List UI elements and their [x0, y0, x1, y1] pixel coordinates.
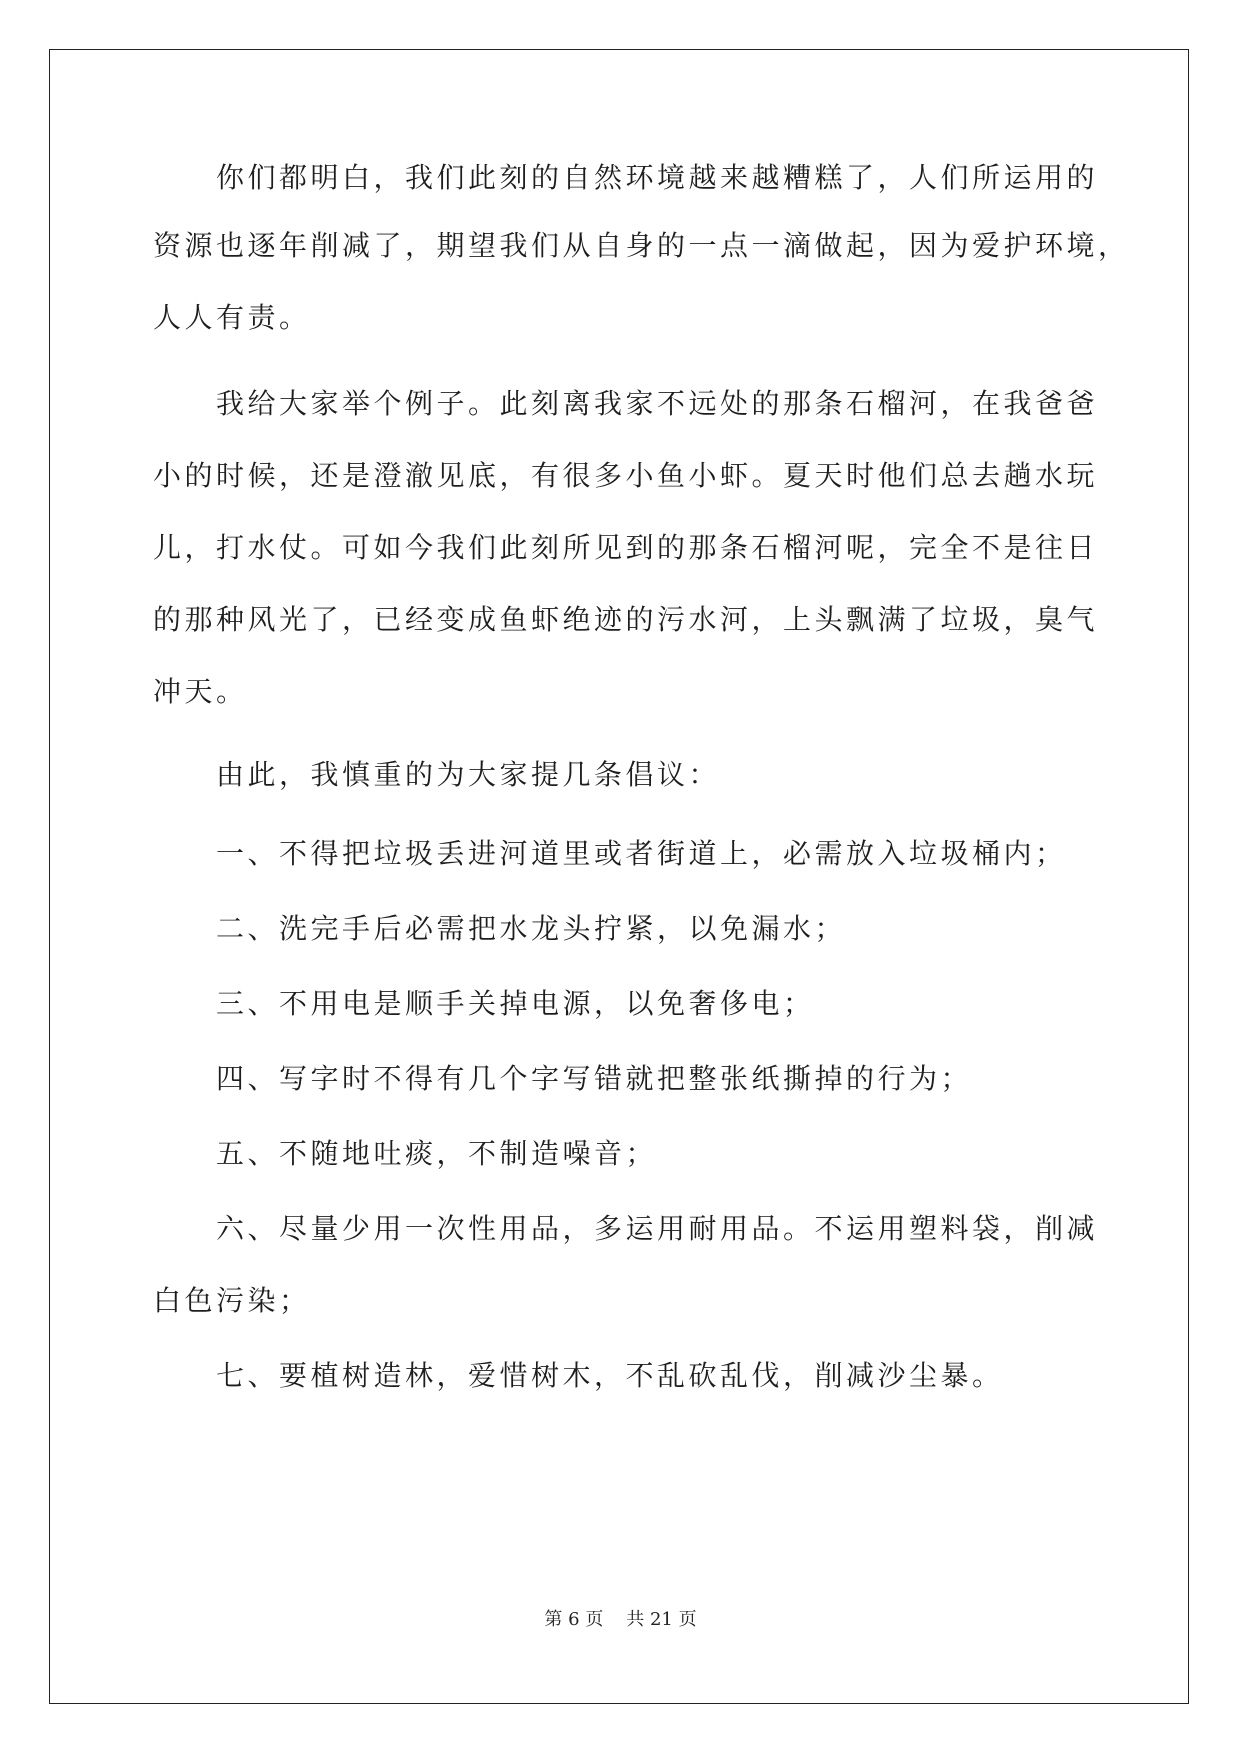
total-pages: 共 21 页	[626, 1609, 697, 1630]
text-line: 五、不随地吐痰，不制造噪音；	[153, 1137, 658, 1170]
text-line: 由此，我慎重的为大家提几条倡议：	[153, 758, 721, 791]
text-line: 小的时候，还是澄澈见底，有很多小鱼小虾。夏天时他们总去趟水玩	[153, 459, 1099, 492]
text-line: 我给大家举个例子。此刻离我家不远处的那条石榴河，在我爸爸	[153, 387, 1099, 420]
page-number: 第 6 页	[544, 1609, 604, 1630]
text-line: 一、不得把垃圾丢进河道里或者街道上，必需放入垃圾桶内；	[153, 837, 1067, 870]
text-line: 人人有责。	[153, 301, 311, 334]
text-line: 儿，打水仗。可如今我们此刻所见到的那条石榴河呢，完全不是往日	[153, 531, 1099, 564]
page-border	[49, 49, 1189, 1704]
text-line: 四、写字时不得有几个字写错就把整张纸撕掉的行为；	[153, 1062, 973, 1095]
text-line: 白色污染；	[153, 1284, 311, 1317]
text-line: 冲天。	[153, 675, 248, 708]
text-line: 你们都明白，我们此刻的自然环境越来越糟糕了，人们所运用的	[153, 161, 1099, 194]
text-line: 资源也逐年削减了，期望我们从自身的一点一滴做起，因为爱护环境，	[153, 229, 1130, 262]
text-line: 二、洗完手后必需把水龙头拧紧，以免漏水；	[153, 912, 847, 945]
text-line: 七、要植树造林，爱惜树木，不乱砍乱伐，削减沙尘暴。	[153, 1359, 1004, 1392]
text-line: 的那种风光了，已经变成鱼虾绝迹的污水河，上头飘满了垃圾，臭气	[153, 603, 1099, 636]
text-line: 三、不用电是顺手关掉电源，以免奢侈电；	[153, 987, 815, 1020]
text-line: 六、尽量少用一次性用品，多运用耐用品。不运用塑料袋，削减	[153, 1212, 1099, 1245]
page-footer	[0, 1605, 1241, 1631]
